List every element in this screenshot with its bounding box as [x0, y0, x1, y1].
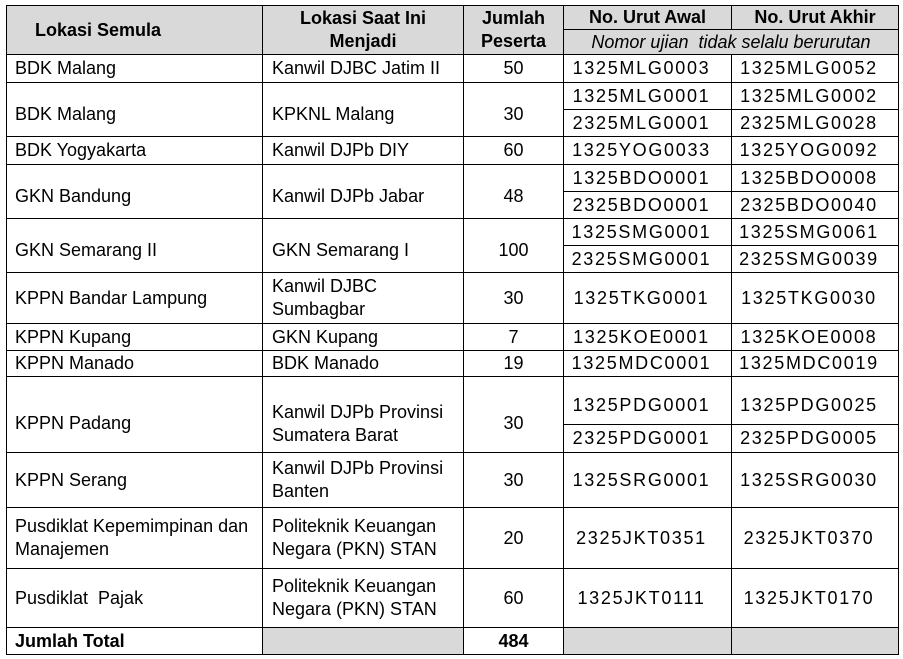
- first-number-cell: 1325JKT0111: [564, 569, 732, 628]
- last-number-cell: 1325SRG0030: [732, 453, 899, 508]
- current-location-cell: Kanwil DJPb Jabar: [263, 165, 464, 219]
- origin-location-cell: GKN Bandung: [7, 165, 263, 219]
- table-row: [7, 273, 899, 324]
- last-number-cell: 2325SMG0039: [732, 246, 899, 273]
- first-number-cell: 1325SRG0001: [564, 453, 732, 508]
- last-number-cell: 1325MLG0002: [732, 83, 899, 110]
- first-number-cell: 2325PDG0001: [564, 425, 732, 453]
- first-number-cell: 1325PDG0001: [564, 377, 732, 425]
- first-number-cell: 2325JKT0351: [564, 508, 732, 569]
- current-location-cell: GKN Kupang: [263, 324, 464, 351]
- last-number-cell: 1325KOE0008: [732, 324, 899, 351]
- last-number-cell: 1325BDO0008: [732, 165, 899, 192]
- participant-count-cell: 48: [464, 165, 564, 219]
- last-number-cell: 1325MLG0052: [732, 55, 899, 83]
- total-row: [7, 628, 899, 655]
- last-number-cell: 2325PDG0005: [732, 425, 899, 453]
- table-row: [7, 137, 899, 165]
- current-location-cell: Kanwil DJPb Provinsi Sumatera Barat: [263, 377, 464, 453]
- current-location-cell: Kanwil DJPb DIY: [263, 137, 464, 165]
- origin-location-cell: KPPN Manado: [7, 351, 263, 377]
- first-number-cell: 1325SMG0001: [564, 219, 732, 246]
- origin-location-cell: KPPN Serang: [7, 453, 263, 508]
- last-number-cell: 1325SMG0061: [732, 219, 899, 246]
- participant-count-cell: 30: [464, 273, 564, 324]
- table-row: [7, 324, 899, 351]
- first-number-cell: 1325TKG0001: [564, 273, 732, 324]
- participant-count-cell: 30: [464, 83, 564, 137]
- first-number-cell: 1325MLG0001: [564, 83, 732, 110]
- header-origin-location: Lokasi Semula: [7, 6, 263, 55]
- last-number-cell: 1325TKG0030: [732, 273, 899, 324]
- participant-location-table: [6, 5, 899, 655]
- last-number-cell: 2325MLG0028: [732, 110, 899, 137]
- origin-location-cell: KPPN Padang: [7, 377, 263, 453]
- table-row: [7, 55, 899, 83]
- participant-count-cell: 19: [464, 351, 564, 377]
- current-location-cell: Politeknik Keuangan Negara (PKN) STAN: [263, 508, 464, 569]
- table-row: [7, 508, 899, 569]
- last-number-cell: 1325PDG0025: [732, 377, 899, 425]
- participant-count-cell: 20: [464, 508, 564, 569]
- origin-location-cell: Pusdiklat Kepemimpinan dan Manajemen: [7, 508, 263, 569]
- current-location-cell: BDK Manado: [263, 351, 464, 377]
- total-participant-count: 484: [464, 628, 564, 655]
- total-blank-cell: [263, 628, 464, 655]
- first-number-cell: 2325MLG0001: [564, 110, 732, 137]
- participant-count-cell: 30: [464, 377, 564, 453]
- current-location-cell: GKN Semarang I: [263, 219, 464, 273]
- participant-count-cell: 7: [464, 324, 564, 351]
- header-last-number: No. Urut Akhir: [732, 6, 899, 30]
- last-number-cell: 2325BDO0040: [732, 192, 899, 219]
- origin-location-cell: BDK Malang: [7, 55, 263, 83]
- first-number-cell: 2325BDO0001: [564, 192, 732, 219]
- first-number-cell: 1325MDC0001: [564, 351, 732, 377]
- table-row: [7, 377, 899, 425]
- header-row: [7, 6, 899, 30]
- participant-count-cell: 50: [464, 55, 564, 83]
- total-label: Jumlah Total: [7, 628, 263, 655]
- table-row: [7, 569, 899, 628]
- origin-location-cell: KPPN Bandar Lampung: [7, 273, 263, 324]
- origin-location-cell: Pusdiklat Pajak: [7, 569, 263, 628]
- origin-location-cell: BDK Yogyakarta: [7, 137, 263, 165]
- last-number-cell: 2325JKT0370: [732, 508, 899, 569]
- origin-location-cell: GKN Semarang II: [7, 219, 263, 273]
- participant-count-cell: 30: [464, 453, 564, 508]
- last-number-cell: 1325MDC0019: [732, 351, 899, 377]
- total-blank-cell: [732, 628, 899, 655]
- participant-count-cell: 60: [464, 569, 564, 628]
- first-number-cell: 1325YOG0033: [564, 137, 732, 165]
- participant-count-cell: 100: [464, 219, 564, 273]
- last-number-cell: 1325JKT0170: [732, 569, 899, 628]
- first-number-cell: 1325MLG0003: [564, 55, 732, 83]
- table-row: [7, 83, 899, 110]
- header-participant-count: Jumlah Peserta: [464, 6, 564, 55]
- total-blank-cell: [564, 628, 732, 655]
- current-location-cell: KPKNL Malang: [263, 83, 464, 137]
- participant-count-cell: 60: [464, 137, 564, 165]
- current-location-cell: Kanwil DJBC Sumbagbar: [263, 273, 464, 324]
- header-note: Nomor ujian tidak selalu berurutan: [564, 30, 899, 55]
- last-number-cell: 1325YOG0092: [732, 137, 899, 165]
- table-row: [7, 165, 899, 192]
- current-location-cell: Kanwil DJBC Jatim II: [263, 55, 464, 83]
- first-number-cell: 1325KOE0001: [564, 324, 732, 351]
- current-location-cell: Politeknik Keuangan Negara (PKN) STAN: [263, 569, 464, 628]
- first-number-cell: 1325BDO0001: [564, 165, 732, 192]
- first-number-cell: 2325SMG0001: [564, 246, 732, 273]
- origin-location-cell: BDK Malang: [7, 83, 263, 137]
- current-location-cell: Kanwil DJPb Provinsi Banten: [263, 453, 464, 508]
- header-first-number: No. Urut Awal: [564, 6, 732, 30]
- header-current-location: Lokasi Saat Ini Menjadi: [263, 6, 464, 55]
- table-row: [7, 219, 899, 246]
- origin-location-cell: KPPN Kupang: [7, 324, 263, 351]
- table-row: [7, 351, 899, 377]
- table-row: [7, 453, 899, 508]
